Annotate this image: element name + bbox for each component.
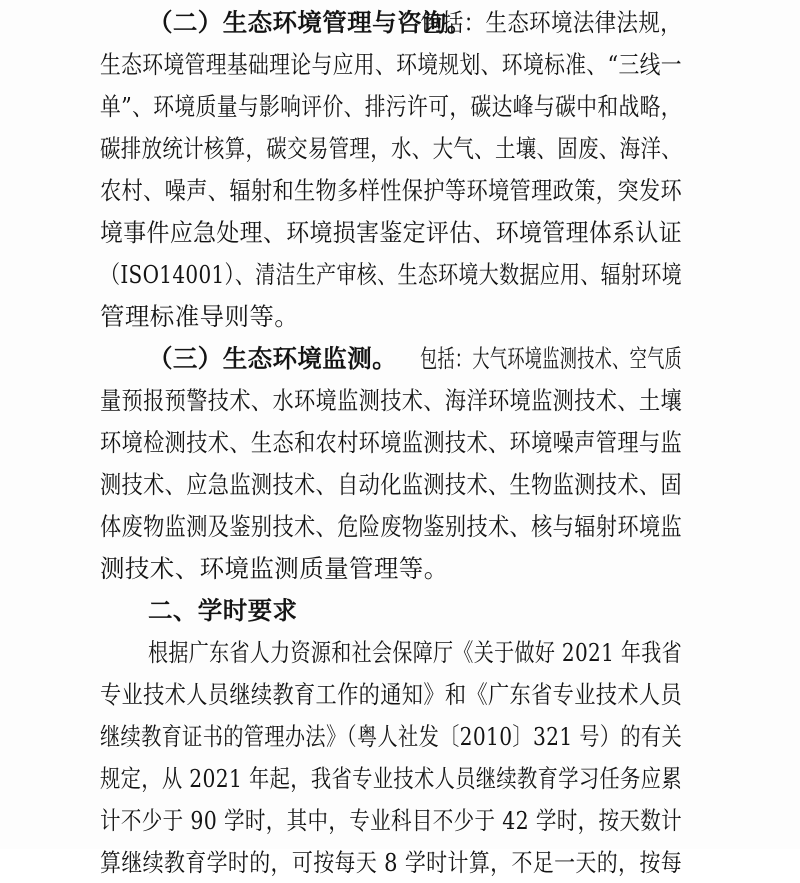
section-three-line-1 [0, 339, 800, 379]
section-hours-line-2 [0, 675, 800, 715]
paragraph-text: 继续教育证书的管理办法》（粤人社发〔2010〕321 号）的有关 [100, 722, 682, 751]
section-two-line-3 [0, 87, 800, 127]
section-three-heading: （三）生态环境监测。 [148, 344, 397, 373]
section-three-text: 包括：大气环境监测技术、空气质 [420, 344, 683, 373]
section-hours-line-1 [0, 633, 800, 673]
paragraph-text: 生态环境管理基础理论与应用、环境规划、环境标准、“三线一 [100, 50, 682, 79]
section-two-text: 包括：生态环境法律法规， [420, 8, 682, 37]
section-hours-line-6 [0, 843, 800, 877]
section-two-heading: （二）生态环境管理与咨询。 [148, 8, 472, 37]
paragraph-text: 专业技术人员继续教育工作的通知》和《广东省专业技术人员 [100, 680, 683, 709]
section-three-line-5 [0, 507, 800, 547]
paragraph-text: 环境检测技术、生态和农村环境监测技术、环境噪声管理与监 [100, 428, 683, 457]
section-two-line-1 [0, 3, 800, 43]
paragraph-text: 量预报预警技术、水环境监测技术、海洋环境监测技术、土壤 [100, 386, 683, 415]
paragraph-text: 体废物监测及鉴别技术、危险废物鉴别技术、核与辐射环境监 [100, 512, 683, 541]
section-three-line-4 [0, 465, 800, 505]
paragraph-text: 测技术、应急监测技术、自动化监测技术、生物监测技术、固 [100, 470, 683, 499]
section-hours-line-5 [0, 801, 800, 841]
paragraph-text: （ISO14001）、清洁生产审核、生态环境大数据应用、辐射环境 [100, 260, 682, 289]
section-hours-heading-line [0, 591, 800, 631]
paragraph-text: 管理标准导则等。 [100, 302, 300, 331]
section-two-line-4 [0, 129, 800, 169]
section-two-line-7 [0, 255, 800, 295]
section-two-line-8 [0, 297, 800, 337]
paragraph-text: 算继续教育学时的，可按每天 8 学时计算，不足一天的，按每 [100, 848, 683, 877]
section-three-line-2 [0, 381, 800, 421]
paragraph-text: 规定，从 2021 年起，我省专业技术人员继续教育学习任务应累 [100, 764, 683, 793]
section-three-line-6 [0, 549, 800, 589]
section-three-line-3 [0, 423, 800, 463]
paragraph-text: 计不少于 90 学时，其中，专业科目不少于 42 学时，按天数计 [100, 806, 682, 835]
paragraph-text: 测技术、环境监测质量管理等。 [100, 554, 449, 583]
section-hours-line-4 [0, 759, 800, 799]
section-two-line-2 [0, 45, 800, 85]
paragraph-text: 境事件应急处理、环境损害鉴定评估、环境管理体系认证 [100, 218, 682, 247]
section-hours-line-3 [0, 717, 800, 757]
section-hours-heading: 二、学时要求 [148, 596, 298, 625]
section-two-line-5 [0, 171, 800, 211]
section-two-line-6 [0, 213, 800, 253]
paragraph-text: 单”、环境质量与影响评价、排污许可，碳达峰与碳中和战略， [100, 92, 682, 121]
paragraph-text: 农村、噪声、辐射和生物多样性保护等环境管理政策，突发环 [100, 176, 683, 205]
paragraph-text: 碳排放统计核算，碳交易管理，水、大气、土壤、固废、海洋、 [100, 134, 683, 163]
paragraph-text: 根据广东省人力资源和社会保障厅《关于做好 2021 年我省 [148, 638, 682, 667]
